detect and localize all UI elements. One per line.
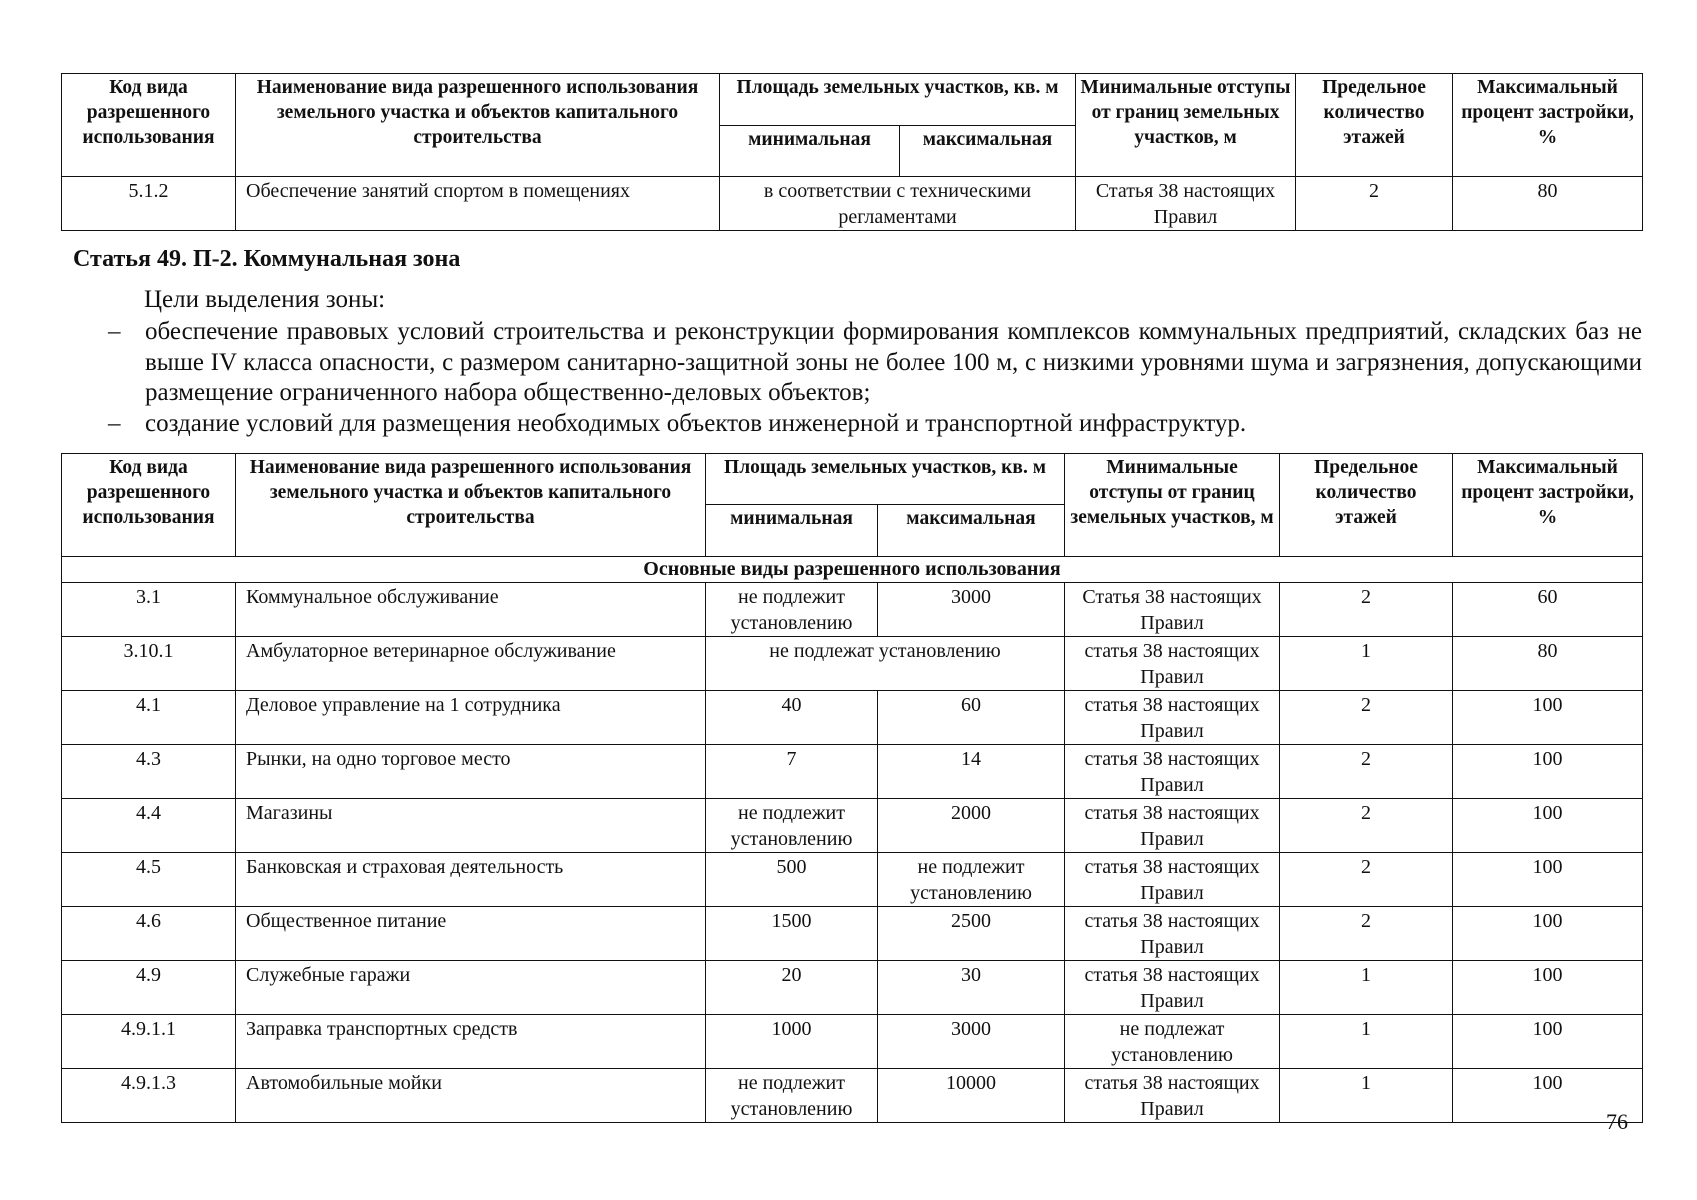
header-name: Наименование вида разрешенного использования земельного участка и объектов капитального строительства: [236, 74, 720, 177]
cell-coverage: 100: [1453, 691, 1643, 745]
header-coverage: Максимальный процент застройки, %: [1453, 454, 1643, 557]
header-floors: Предельное количество этажей: [1296, 74, 1453, 177]
header-setback: Минимальные отступы от границ земельных участков, м: [1076, 74, 1296, 177]
table-row: [62, 691, 1643, 745]
cell-area-max: 2500: [878, 907, 1065, 961]
cell-coverage: 100: [1453, 907, 1643, 961]
cell-name: Общественное питание: [236, 907, 706, 961]
cell-area-min: 1500: [706, 907, 878, 961]
header-area-min: минимальная: [720, 126, 900, 177]
cell-setback: Статья 38 настоящих Правил: [1076, 177, 1296, 231]
cell-floors: 1: [1280, 1069, 1453, 1123]
list-item: [108, 409, 1642, 440]
table-row: [62, 1015, 1643, 1069]
cell-setback: статья 38 настоящих Правил: [1065, 961, 1280, 1015]
dash-bullet: –: [108, 318, 121, 345]
cell-coverage: 80: [1453, 177, 1643, 231]
cell-name: Автомобильные мойки: [236, 1069, 706, 1123]
cell-name: Служебные гаражи: [236, 961, 706, 1015]
header-code: Код вида разрешенного использования: [62, 74, 236, 177]
goal-text: создание условий для размещения необходимых объектов инженерной и транспортной инфраструктур.: [145, 409, 1247, 437]
header-area-min: минимальная: [706, 505, 878, 557]
cell-floors: 2: [1280, 799, 1453, 853]
cell-area-max: 3000: [878, 583, 1065, 637]
cell-setback: Статья 38 настоящих Правил: [1065, 583, 1280, 637]
cell-floors: 1: [1280, 1015, 1453, 1069]
article-heading: Статья 49. П-2. Коммунальная зона: [73, 246, 461, 272]
cell-floors: 1: [1280, 961, 1453, 1015]
cell-area-max: 14: [878, 745, 1065, 799]
cell-coverage: 100: [1453, 799, 1643, 853]
cell-code: 4.9: [62, 961, 236, 1015]
cell-name: Рынки, на одно торговое место: [236, 745, 706, 799]
header-name: Наименование вида разрешенного использования земельного участка и объектов капитального строительства: [236, 454, 706, 557]
list-item: [108, 317, 1642, 409]
cell-area-max: не подлежит установлению: [878, 853, 1065, 907]
cell-area-max: 2000: [878, 799, 1065, 853]
cell-floors: 2: [1280, 583, 1453, 637]
cell-setback: не подлежат установлению: [1065, 1015, 1280, 1069]
cell-floors: 2: [1296, 177, 1453, 231]
cell-code: 3.1: [62, 583, 236, 637]
cell-floors: 2: [1280, 907, 1453, 961]
section-title: Основные виды разрешенного использования: [62, 557, 1643, 583]
cell-code: 3.10.1: [62, 637, 236, 691]
cell-coverage: 100: [1453, 961, 1643, 1015]
cell-area-min: 500: [706, 853, 878, 907]
cell-coverage: 100: [1453, 853, 1643, 907]
cell-setback: статья 38 настоящих Правил: [1065, 637, 1280, 691]
cell-code: 4.9.1.3: [62, 1069, 236, 1123]
cell-area-max: 30: [878, 961, 1065, 1015]
cell-name: Амбулаторное ветеринарное обслуживание: [236, 637, 706, 691]
table-row: [62, 907, 1643, 961]
table-row: [62, 637, 1643, 691]
goal-text: обеспечение правовых условий строительства и реконструкции формирования комплексов коммунальных предприятий, складских баз не выше IV класса опасности, с размером санитарно-защитной зоны не более 100 м, с низкими уровнями шума и загрязнения, допускающими размещение ограниченного набора общественно-деловых объектов;: [145, 318, 1642, 406]
section-row: [62, 557, 1643, 583]
cell-code: 4.6: [62, 907, 236, 961]
table-row: [62, 583, 1643, 637]
zone-goals-list: [108, 317, 1642, 439]
cell-code: 4.5: [62, 853, 236, 907]
cell-code: 4.3: [62, 745, 236, 799]
zone-goals-intro: Цели выделения зоны:: [144, 286, 386, 313]
header-area-max: максимальная: [900, 126, 1076, 177]
cell-floors: 2: [1280, 691, 1453, 745]
header-floors: Предельное количество этажей: [1280, 454, 1453, 557]
header-setback: Минимальные отступы от границ земельных участков, м: [1065, 454, 1280, 557]
page-number: 76: [1606, 1109, 1628, 1134]
cell-area-min: не подлежит установлению: [706, 583, 878, 637]
header-area: Площадь земельных участков, кв. м: [706, 454, 1065, 505]
cell-name: Банковская и страховая деятельность: [236, 853, 706, 907]
cell-code: 4.1: [62, 691, 236, 745]
cell-area-max: 60: [878, 691, 1065, 745]
header-code: Код вида разрешенного использования: [62, 454, 236, 557]
cell-area-min: не подлежит установлению: [706, 799, 878, 853]
cell-name: Деловое управление на 1 сотрудника: [236, 691, 706, 745]
permitted-use-table-zone-p2: [61, 453, 1643, 1123]
permitted-use-table-top: [61, 73, 1643, 231]
cell-area-min: не подлежит установлению: [706, 1069, 878, 1123]
table-row: [62, 853, 1643, 907]
cell-name: Магазины: [236, 799, 706, 853]
cell-area: не подлежат установлению: [706, 637, 1065, 691]
cell-code: 4.9.1.1: [62, 1015, 236, 1069]
cell-area-min: 20: [706, 961, 878, 1015]
cell-floors: 2: [1280, 745, 1453, 799]
cell-coverage: 100: [1453, 1069, 1643, 1123]
cell-area-min: 40: [706, 691, 878, 745]
table-row: [62, 1069, 1643, 1123]
cell-area-max: 10000: [878, 1069, 1065, 1123]
table-row: [62, 961, 1643, 1015]
cell-setback: статья 38 настоящих Правил: [1065, 745, 1280, 799]
cell-coverage: 100: [1453, 745, 1643, 799]
cell-code: 4.4: [62, 799, 236, 853]
cell-area-max: 3000: [878, 1015, 1065, 1069]
cell-area: в соответствии с техническими регламентами: [720, 177, 1076, 231]
dash-bullet: –: [108, 409, 121, 437]
cell-floors: 2: [1280, 853, 1453, 907]
cell-area-min: 1000: [706, 1015, 878, 1069]
table-row: [62, 745, 1643, 799]
cell-setback: статья 38 настоящих Правил: [1065, 691, 1280, 745]
table-row: [62, 799, 1643, 853]
cell-coverage: 60: [1453, 583, 1643, 637]
cell-name: Заправка транспортных средств: [236, 1015, 706, 1069]
cell-code: 5.1.2: [62, 177, 236, 231]
cell-name: Обеспечение занятий спортом в помещениях: [236, 177, 720, 231]
cell-coverage: 80: [1453, 637, 1643, 691]
cell-name: Коммунальное обслуживание: [236, 583, 706, 637]
cell-floors: 1: [1280, 637, 1453, 691]
cell-setback: статья 38 настоящих Правил: [1065, 1069, 1280, 1123]
cell-setback: статья 38 настоящих Правил: [1065, 799, 1280, 853]
header-area-max: максимальная: [878, 505, 1065, 557]
table-row: [62, 177, 1643, 231]
cell-setback: статья 38 настоящих Правил: [1065, 853, 1280, 907]
cell-coverage: 100: [1453, 1015, 1643, 1069]
header-coverage: Максимальный процент застройки, %: [1453, 74, 1643, 177]
cell-area-min: 7: [706, 745, 878, 799]
header-area: Площадь земельных участков, кв. м: [720, 74, 1076, 126]
cell-setback: статья 38 настоящих Правил: [1065, 907, 1280, 961]
